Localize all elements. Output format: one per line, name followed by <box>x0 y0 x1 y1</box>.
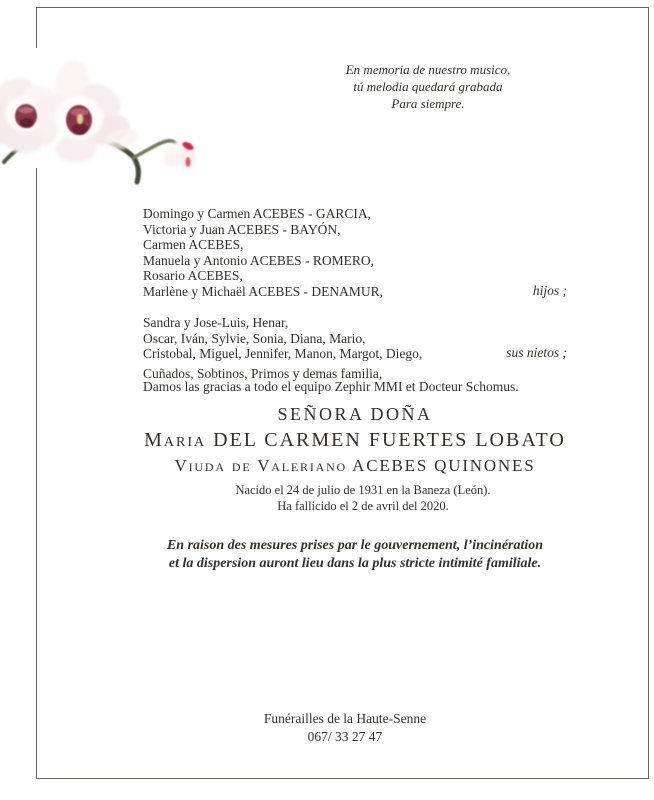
notice-line: et la dispersion auront lieu dans la plus stricte intimité familiale. <box>168 555 542 571</box>
deceased-name-rest: DEL CARMEN FUERTES LOBATO <box>213 429 566 451</box>
child-line: Domingo y Carmen ACEBES - GARCIA, <box>143 206 371 221</box>
ceremony-notice <box>113 537 597 572</box>
widow-rest: ACEBES QUINONES <box>352 456 536 475</box>
thanks-line: Damos las gracias a todo el equipo Zephir MMI et Docteur Schomus. <box>143 379 519 394</box>
funeral-home-footer <box>113 710 577 746</box>
child-line: Marlène y Michaël ACEBES - DENAMUR, <box>143 283 383 299</box>
children-list <box>143 206 567 299</box>
notice-line: En raison des mesures prises par le gouvernement, l’incinération <box>166 538 544 553</box>
epigraph-line: En memoria de nuestro musico, <box>345 62 511 77</box>
funeral-home-name: Funérailles de la Haute-Senne <box>263 711 427 726</box>
relatives-line: Cuñados, Sobtinos, Primos y demas familia, <box>143 365 383 381</box>
grandchildren-label: sus nietos ; <box>506 345 567 360</box>
deceased-name <box>113 429 597 452</box>
child-line: Carmen ACEBES, <box>143 237 244 252</box>
funeral-home-phone: 067/ 33 27 47 <box>307 729 383 744</box>
birth-line: Nacido el 24 de julio de 1931 en la Baneza (León). <box>235 483 491 497</box>
children-label: hijos ; <box>532 282 567 298</box>
grandchild-line: Cristobal, Miguel, Jennifer, Manon, Margot, Diego, <box>143 346 423 361</box>
widow-lead: Viuda de Valeriano <box>174 456 348 475</box>
family-section <box>143 206 567 394</box>
grandchild-line: Sandra y Jose-Luis, Henar, <box>143 315 289 330</box>
life-dates <box>143 483 583 514</box>
death-line: Ha fallicido el 2 de avril del 2020. <box>277 498 449 513</box>
deceased-title <box>113 404 597 476</box>
epigraph-line: Para siempre. <box>391 96 465 111</box>
child-line: Victoria y Juan ACEBES - BAYÓN, <box>143 221 341 237</box>
deceased-name-lead: Maria <box>144 429 207 451</box>
child-line: Manuela y Antonio ACEBES - ROMERO, <box>143 252 375 268</box>
grandchild-line: Oscar, Iván, Sylvie, Sonia, Diana, Mario, <box>143 330 366 346</box>
epigraph-line: tú melodia quedará grabada <box>353 79 503 94</box>
orchid-image <box>0 48 210 198</box>
epigraph <box>318 61 538 112</box>
child-line: Rosario ACEBES, <box>143 268 243 283</box>
honorific: SEÑORA DOÑA <box>277 404 433 424</box>
widow-line <box>113 456 597 476</box>
grandchildren-list <box>143 315 567 362</box>
relatives-lines <box>143 367 567 394</box>
